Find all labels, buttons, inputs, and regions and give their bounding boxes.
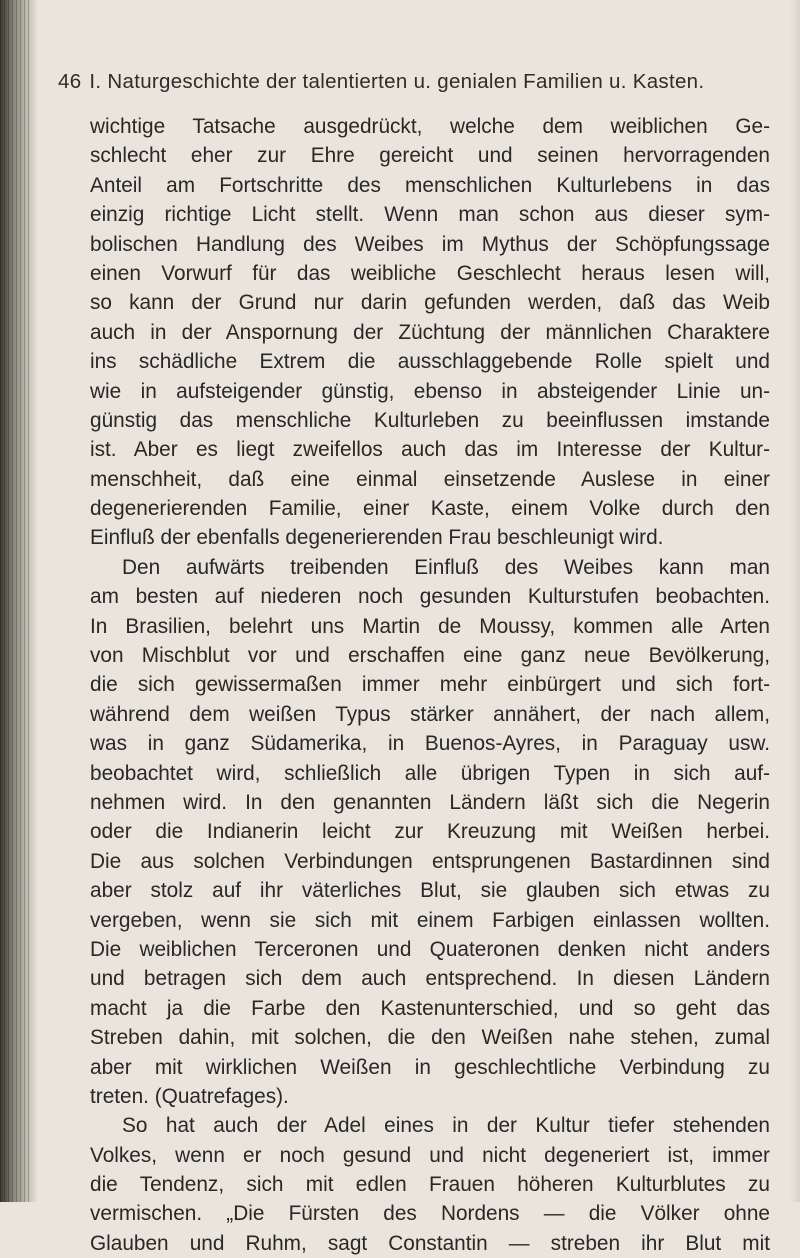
text-line: während dem weißen Typus stärker annähert, der nach allem, xyxy=(90,702,770,726)
text-line: In Brasilien, belehrt uns Martin de Moussy, kommen alle Arten xyxy=(90,614,770,638)
text-line: beobachtet wird, schließlich alle übrigen Typen in sich auf- xyxy=(90,761,770,785)
text-line: einen Vorwurf für das weibliche Geschlecht heraus lesen will, xyxy=(90,261,770,285)
text-line: von Mischblut vor und erschaffen eine ganz neue Bevölkerung, xyxy=(90,644,770,668)
text-line: Den aufwärts treibenden Einfluß des Weibes kann man xyxy=(122,555,770,579)
text-line: Streben dahin, mit solchen, die den Weißen nahe stehen, zumal xyxy=(90,1026,770,1050)
text-line: was in ganz Südamerika, in Buenos-Ayres, in Paraguay usw. xyxy=(90,732,770,756)
text-line: so kann der Grund nur darin gefunden werden, daß das Weib xyxy=(90,291,770,315)
text-line: nehmen wird. In den genannten Ländern läßt sich die Negerin xyxy=(90,790,770,814)
text-line: Glauben und Ruhm, sagt Constantin — streben ihr Blut mit xyxy=(90,1231,770,1255)
text-line: aber stolz auf ihr väterliches Blut, sie glauben sich etwas zu xyxy=(90,879,770,903)
text-line: degenerierenden Familie, einer Kaste, einem Volke durch den xyxy=(90,497,770,521)
body-text xyxy=(90,112,770,1258)
text-line: Die weiblichen Terceronen und Quateronen denken nicht anders xyxy=(90,937,770,961)
text-line: oder die Indianerin leicht zur Kreuzung mit Weißen herbei. xyxy=(90,820,770,844)
text-line: vermischen. „Die Fürsten des Nordens — die Völker ohne xyxy=(90,1202,770,1226)
text-line: und betragen sich dem auch entsprechend. In diesen Ländern xyxy=(90,967,770,991)
text-line: So hat auch der Adel eines in der Kultur tiefer stehenden xyxy=(122,1114,770,1138)
text-line: Einfluß der ebenfalls degenerierenden Frau beschleunigt wird. xyxy=(90,526,664,550)
book-page xyxy=(58,70,770,1258)
binding-texture xyxy=(0,0,30,1202)
text-line: ist. Aber es liegt zweifellos auch das im Interesse der Kultur- xyxy=(90,438,770,462)
text-line: wichtige Tatsache ausgedrückt, welche dem weiblichen Ge- xyxy=(90,115,770,138)
text-line: günstig das menschliche Kulturleben zu beeinflussen imstande xyxy=(90,408,770,432)
text-line: wie in aufsteigender günstig, ebenso in absteigender Linie un- xyxy=(90,379,770,403)
text-line: vergeben, wenn sie sich mit einem Farbigen einlassen wollten. xyxy=(90,908,770,932)
page-number: 46 xyxy=(58,70,82,93)
text-line: menschheit, daß eine einmal einsetzende Auslese in einer xyxy=(90,467,770,491)
text-line: treten. (Quatrefages). xyxy=(90,1084,289,1108)
text-line: einzig richtige Licht stellt. Wenn man schon aus dieser sym- xyxy=(90,203,770,227)
text-line: Anteil am Fortschritte des menschlichen Kulturlebens in das xyxy=(90,173,770,197)
text-line: Volkes, wenn er noch gesund und nicht degeneriert ist, immer xyxy=(90,1143,770,1167)
text-line: am besten auf niederen noch gesunden Kulturstufen beobachten. xyxy=(90,585,770,609)
text-line: Die aus solchen Verbindungen entsprungenen Bastardinnen sind xyxy=(90,849,770,873)
text-line: bolischen Handlung des Weibes im Mythus der Schöpfungssage xyxy=(90,232,770,256)
text-line: die Tendenz, sich mit edlen Frauen höheren Kulturblutes zu xyxy=(90,1173,770,1197)
text-line: die sich gewissermaßen immer mehr einbürgert und sich fort- xyxy=(90,673,770,697)
running-header xyxy=(58,70,770,94)
text-line: schlecht eher zur Ehre gereicht und seinen hervorragenden xyxy=(90,144,770,168)
running-title: I. Naturgeschichte der talentierten u. genialen Familien u. Kasten. xyxy=(89,70,705,93)
page-edge xyxy=(790,0,800,1202)
text-line: aber mit wirklichen Weißen in geschlechtliche Verbindung zu xyxy=(90,1055,770,1079)
text-line: auch in der Anspornung der Züchtung der männlichen Charaktere xyxy=(90,320,770,344)
text-line: ins schädliche Extrem die ausschlaggebende Rolle spielt und xyxy=(90,350,770,374)
text-line: macht ja die Farbe den Kastenunterschied, und so geht das xyxy=(90,996,770,1020)
